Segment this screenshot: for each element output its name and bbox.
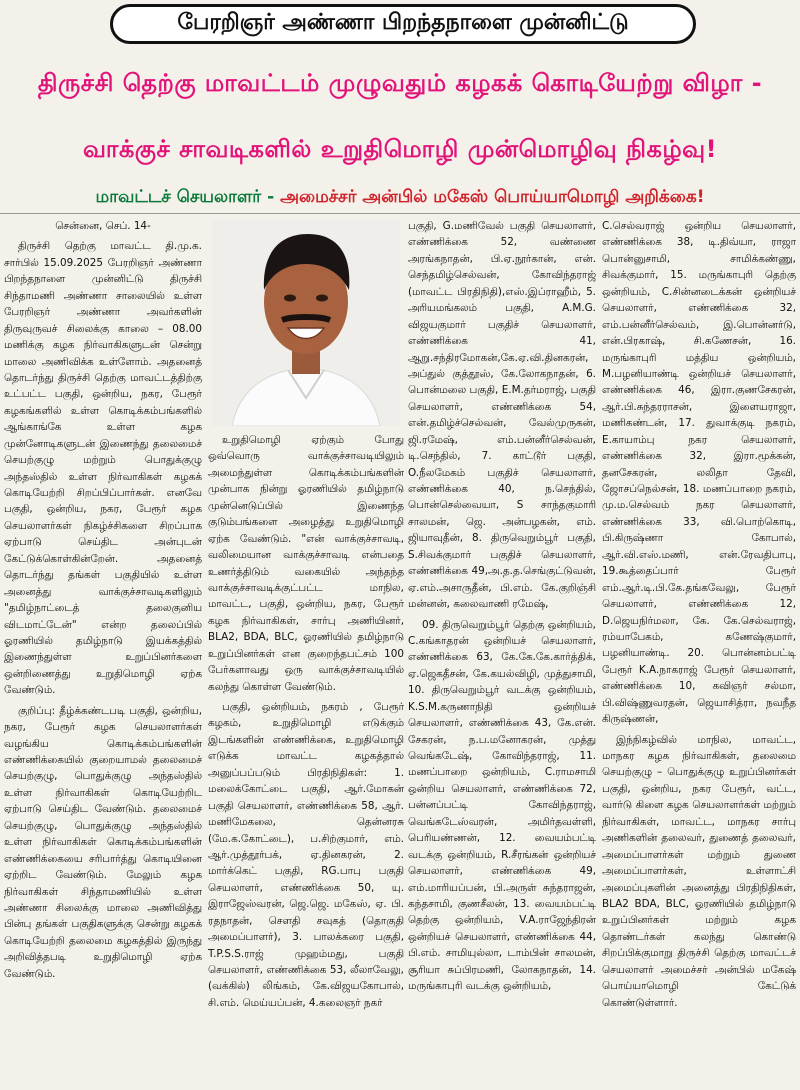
paragraph: C.செல்வராஜ் ஒன்றிய செயலாளர், எண்ணிக்கை 38, டி.திவ்யா, ராஜா பொன்னுசாமி, சாமிக்கண்ணு, சிவக்குமார், 15. மருங்காபுரி தெற்கு ஒன்றியம், C.சின்னடைக்கன் ஒன்றியச் செயலாளர், எண்ணிக்கை 32, எம்.பன்னீர்செல்வம், இ.பொன்னர்டு, என்.பிரகாஷ், சி.கணேசன், 16. மருங்காபுரி மத்திய ஒன்றியம், M.பழனியாண்டி ஒன்றியச் செயலாளர், எண்ணிக்கை 46, இரா.குணசேகரன், ஆர்.பி.சுந்தரராசன், இளையராஜா, மணிகண்டன், 17. துவாக்குடி நகரம், E.காயாம்பு நகர செயலாளர், எண்ணிக்கை 32, இரா.மூக்கன், தனசேகரன், லலிதா தேவி, ஜோசப்நெல்சன், 18. மணப்பாறை நகரம், மு.ம.செல்வம் நகர செயலாளர், எண்ணிக்கை 33, வி.பொற்கொடி, பி.கிருஷ்ணா கோபால், ஆர்.வி.எஸ்.மணி, என்.ரேவதிபாபு, 19.கூத்தைப்பார் பேரூர் எம்.ஆர்.டி.பி.கே.தங்கவேலு, பேரூர் செயலாளர், எண்ணிக்கை 12, D.ஜெயநிர்மலா, கே. கே.செல்வராஜ், ரம்யாபேகம், கணேஷ்குமார், பழனியாண்டி. 20. பொன்னம்பட்டி பேரூர் K.A.நாகராஜ் பேரூர் செயலாளர், எண்ணிக்கை 10, கவிஞர் சல்மா, பி.விஷ்ணுவரதன், ஜெயாசித்ரா, நவநீத கிருஷ்ணன், [602,220,796,726]
portrait-photo [212,220,400,426]
subheadline-part-1: மாவட்டச் செயலாளர் - [95,187,281,207]
paragraph: குறிப்பு: தீழ்க்கண்டபடி பகுதி, ஒன்றிய, நகர, பேரூர் கழக செயலாளர்கள் வழங்கிய கொடிக்கம்பங்களின் எண்ணிக்கையில் குறையாமல் தலைமைச் செயற்குழு, பொதுக்குழு அந்தஸ்தில் உள்ள நிர்வாகிகள் கொடியேற்றிட ஏற்பாடு செய்திட வேண்டும். தலைமைச் செயற்குழு, பொதுக்குழு அந்தஸ்தில் உள்ள நிர்வாகிகள் கொடிக்கம்பங்களின் எண்ணிக்கையை சரிபார்த்து கொடியினை ஏற்றிட வேண்டும். மேலும் கழக நிர்வாகிகள் சிந்தாமணியில் உள்ள அண்ணா சிலைக்கு மாலை அணிவித்து பின்பு தங்கள் பகுதிகளுக்கு சென்று கழகக் கொடியேற்றி தலைமை கழகத்தில் இருந்து அறிவித்தபடி உறுதிமொழி ஏற்க வேண்டும். [4,704,202,980]
subheadline [0,182,800,212]
headline-line-2: வாக்குச் சாவடிகளில் உறுதிமொழி முன்மொழிவு நிகழ்வு! [82,135,718,163]
column-4 [602,218,796,1084]
column-1 [4,218,202,1084]
portrait-illustration [212,220,400,426]
paragraph: பகுதி, ஒன்றியம், நகரம் , பேரூர் கழகம், உறுதிமொழி எடுக்கும் இடங்களின் எண்ணிக்கை, உறுதிமொழி எடுக்க மாவட்ட கழகத்தால் அனுப்பப்படும் பிரதிநிதிகள்: 1. மலைக்கோட்டை பகுதி, ஆர்.மோகன் பகுதி செயலாளர், எண்ணிக்கை 58, ஆர். மணிமேகலை, தென்னரசு (மே.க.கோட்டை), ப.சிற்குமார், எம். ஆர்.முத்தூர்பக், ஏ.தினகரன், 2. மார்க்கெட் பகுதி, RG.பாபு பகுதி செயலாளர், எண்ணிக்கை 50, யு. இராஜேஸ்வரன், ஜெ.ஜெ. மகேஸ், ஏ. பி. ரதநாதன், சௌதி சவுகத் (தொகுதி அமைப்பாளர்), 3. பாலக்கரை பகுதி, T.P.S.S.ராஜ் முஹம்மது, பகுதி செயலாளர், எண்ணிக்கை 53, லீலாவேலு, (வக்கில்) லிங்கம், கே.விஜயகோபால், சி.எம். மெய்யப்பன், 4.கலைஞர் நகர் [208,701,404,1009]
divider [0,213,800,214]
paragraph: திருச்சி தெற்கு மாவட்ட தி.மு.க. சார்பில் 15.09.2025 பேரறிஞர் அண்ணா பிறந்தநாளை முன்னிட்டு திருச்சி சிந்தாமணி அண்ணா சாலையில் உள்ள பேரறிஞர் அண்ணா அவர்களின் திருவுருவச் சிலைக்கு காலை – 08.00 மணிக்கு கழக நிர்வாகிகளுடன் சென்று மாலை அணிவிக்க உள்ளோம். அதனைத் தொடர்ந்து திருச்சி தெற்கு மாவட்டத்திற்கு உட்பட்ட பகுதி, ஒன்றிய, நகர, பேரூர் கழகங்களில் உள்ள கொடிக்கம்பங்களில் ஆங்காங்கே உள்ள கழக முன்னோடிகளுடன் இணைந்து தலைமைச் செயற்குழு மற்றும் பொதுக்குழு அந்தஸ்தில் உள்ள நிர்வாகிகள் கழகக் கொடியேற்றி சிறப்பிப்பார்கள். எனவே பகுதி, ஒன்றிய, நகர, பேரூர் கழக செயலாளர்கள் நிகழ்ச்சிகளை சிறப்பாக ஏற்பாடு செய்திட அன்புடன் கேட்டுக்கொள்கின்றேன். அதனைத் தொடர்ந்து தங்கள் பகுதியில் உள்ள அனைத்து வாக்குச்சாவடிகளிலும் "தமிழ்நாட்டைத் தலைகுனிய விடமாட்டேன்" என்ற தலைப்பில் ஓரணியில் தமிழ்நாடு இயக்கத்தில் இணைந்துள்ள உறுப்பினர்களை ஒன்றிணைத்து உறுதிமொழி ஏற்க வேண்டும். [4,240,202,697]
column-2 [208,432,404,1084]
dateline: சென்னை, செப். 14- [55,220,151,232]
column-3 [408,218,596,1084]
paragraph: பகுதி, G.மணிவேல் பகுதி செயலாளர், எண்ணிக்கை 52, வண்ணை அரங்கநாதன், பி.ஏ.நூர்கான், என். செந்தமிழ்செல்வன், கோவிந்தராஜ் (மாவட்ட பிரதிநிதி),எஸ்.இப்ராஹீம், 5. அரியமங்கலம் பகுதி, A.M.G. விஜயகுமார் பகுதிச் செயலாளர், எண்ணிக்கை 41, ஆறு.சந்திரமோகன்,கே.ஏ.வி.தினகரன், அப்துல் குத்தூஸ், கே.லோகநாதன், 6. பொன்மலை பகுதி, E.M.தர்மராஜ், பகுதி செயலாளர், எண்ணிக்கை 54, என்.தமிழ்ச்செல்வன், வேல்முருகன், ஜி.ரமேஷ், எம்.பன்னீர்செல்வன், டி.செந்தில், 7. காட்டூர் பகுதி, O.நீலமேகம் பகுதிச் செயலாளர், எண்ணிக்கை 40, ந.செந்தில், பொன்செல்வையா, S சாந்தகுமாரி சாலமன், ஜெ. அன்பழகன், எம். ஜியாவுதீன், 8. திருவெறும்பூர் பகுதி, S.சிவக்குமார் பகுதிச் செயலாளர், எண்ணிக்கை 49,அ.த.த.செங்குட்டுவன், ஏ.எம்.அசாருதீன், பி.எம். கே.குறிஞ்சி மன்னன், கலைவாணி ரமேஷ், [408,220,596,611]
banner: பேரறிஞர் அண்ணா பிறந்தநாளை முன்னிட்டு [110,4,696,44]
headline-line-1: திருச்சி தெற்கு மாவட்டம் முழுவதும் கழகக் கொடியேற்று விழா - [37,69,763,97]
subheadline-part-2: அமைச்சர் அன்பில் மகேஸ் பொய்யாமொழி அறிக்கை! [280,187,705,207]
paragraph: உறுதிமொழி ஏற்கும் போது ஒவ்வொரு வாக்குச்சாவடியிலும் அமைந்துள்ள கொடிக்கம்பங்களின் முன்பாக நின்று ஓரணியில் தமிழ்நாடு முன்னெடுப்பில் இணைந்த குடும்பங்களை அழைத்து உறுதிமொழி ஏற்க வேண்டும். "என் வாக்குச்சாவடி, வலிமையான வாக்குச்சாவடி என்பதை உணர்த்திடும் வகையில் அந்தந்த வாக்குச்சாவடிக்குட்பட்ட மாநில, மாவட்ட, பகுதி, ஒன்றிய, நகர, பேரூர் கழக நிர்வாகிகள், சார்பு அணியினர், BLA2, BDA, BLC, ஓரணியில் தமிழ்நாடு உறுப்பினர்கள் என குறைந்தபட்சம் 100 பேர்களாவது ஒரு வாக்குச்சாவடியில் கலந்து கொள்ள வேண்டும். [208,434,404,693]
paragraph: 09. திருவெறும்பூர் தெற்கு ஒன்றியம், C.கங்காதரன் ஒன்றியச் செயலாளர், எண்ணிக்கை 63, கே.கே.கே.கார்த்திக், ஏ.ஜெகதீசன், கே.கயல்விழி, முத்துசாமி, 10. திருவெறும்பூர் வடக்கு ஒன்றியம், K.S.M.கருணாநிதி ஒன்றியச் செயலாளர், எண்ணிக்கை 43, கே.என். சேகரன், ந.ப.மனோகரன், முத்து வெங்கடேஷ், கோவிந்தராஜ், 11. மணப்பாறை ஒன்றியம், C.ராமசாமி ஒன்றிய செயலாளர், எண்ணிக்கை 72, பன்னப்பட்டி கோவிந்தராஜ், வெங்கடேஸ்வரன், அமிர்தவள்ளி, பெரியண்ணன், 12. வையம்பட்டி வடக்கு ஒன்றியம், R.சீரங்கன் ஒன்றியச் செயலாளர், எண்ணிக்கை 49, எம்.மாரியப்பன், பி.அருள் சுந்தராஜன், கந்தசாமி, குணசீலன், 13. வையம்பட்டி தெற்கு ஒன்றியம், V.A.ராஜேந்திரன் ஒன்றியச் செயலாளர், எண்ணிக்கை 44, பி.எம். சாமியுல்லா, டாம்பின் சாலமன், சூரியா சுப்பிரமணி, லோகநாதன், 14. மருங்காபுரி வடக்கு ஒன்றியம், [408,618,596,993]
paragraph: இந்நிகழ்வில் மாநில, மாவட்ட, மாநகர கழக நிர்வாகிகள், தலைமை செயற்குழு – பொதுக்குழு உறுப்பினர்கள் பகுதி, ஒன்றிய, நகர பேரூர், வட்ட, வார்டு கிளை கழக செயலாளர்கள் மற்றும் நிர்வாகிகள், மாவட்ட, மாநகர சார்பு அணிகளின் தலைவர், துணைத் தலைவர், அமைப்பாளர்கள் மற்றும் துணை அமைப்பாளர்கள், உள்ளாட்சி அமைப்புகளின் அனைத்து பிரதிநிதிகள், BLA2 BDA, BLC, ஓரணியில் தமிழ்நாடு உறுப்பினர்கள் மற்றும் கழக தொண்டர்கள் கலந்து கொண்டு சிறப்பிக்குமாறு திருச்சி தெற்கு மாவட்டச் செயலாளர் அமைச்சர் அன்பில் மகேஷ் பொய்யாமொழி கேட்டுக் கொண்டுள்ளார். [602,733,796,1009]
